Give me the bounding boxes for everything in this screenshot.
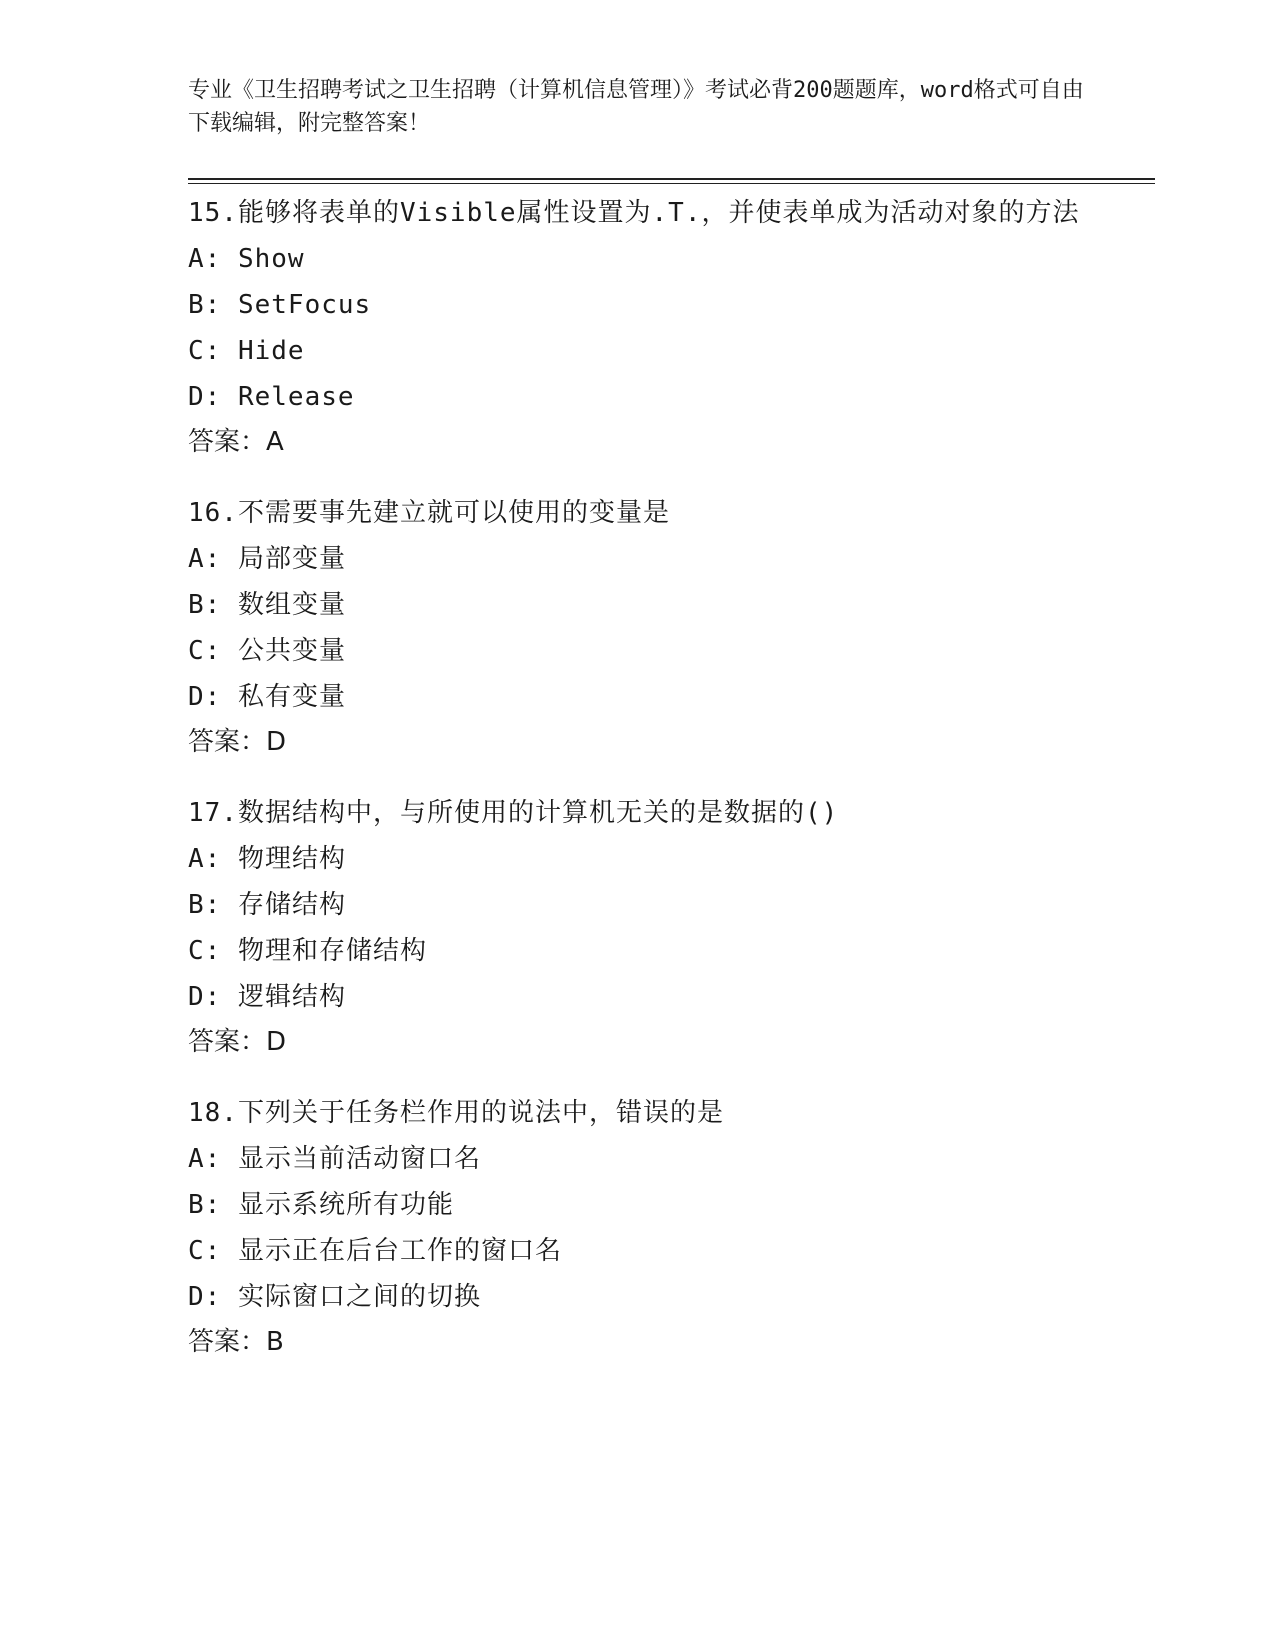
question-list [188,190,1088,1390]
option-c: C: 物理和存储结构 [188,936,427,966]
option-d: D: 逻辑结构 [188,982,346,1012]
answer: 答案：D [188,727,287,757]
option-d: D: 实际窗口之间的切换 [188,1282,481,1312]
option-b: B: 数组变量 [188,590,346,620]
option-c: C: Hide [188,336,305,366]
question-stem: 16.不需要事先建立就可以使用的变量是 [188,498,670,528]
option-d: D: 私有变量 [188,682,346,712]
question-15 [188,190,1088,464]
option-c: C: 显示正在后台工作的窗口名 [188,1236,562,1266]
option-d: D: Release [188,382,355,412]
question-18 [188,1090,1088,1364]
option-a: A: 物理结构 [188,844,346,874]
option-b: B: 显示系统所有功能 [188,1190,454,1220]
answer: 答案：B [188,1327,284,1357]
question-stem: 18.下列关于任务栏作用的说法中，错误的是 [188,1098,724,1128]
question-stem: 15.能够将表单的Visible属性设置为.T.，并使表单成为活动对象的方法 [188,198,1080,228]
option-a: A: 显示当前活动窗口名 [188,1144,481,1174]
option-c: C: 公共变量 [188,636,346,666]
header-divider-thick [188,178,1155,180]
header-divider-thin [188,183,1155,184]
option-a: A: Show [188,244,305,274]
answer: 答案：D [188,1027,287,1057]
question-16 [188,490,1088,764]
option-b: B: 存储结构 [188,890,346,920]
question-17 [188,790,1088,1064]
answer: 答案：A [188,427,284,457]
document-header: 专业《卫生招聘考试之卫生招聘（计算机信息管理）》考试必背200题题库，word格式可自由下载编辑，附完整答案！ [188,78,1084,136]
option-b: B: SetFocus [188,290,372,320]
question-stem: 17.数据结构中，与所使用的计算机无关的是数据的() [188,798,839,828]
option-a: A: 局部变量 [188,544,346,574]
